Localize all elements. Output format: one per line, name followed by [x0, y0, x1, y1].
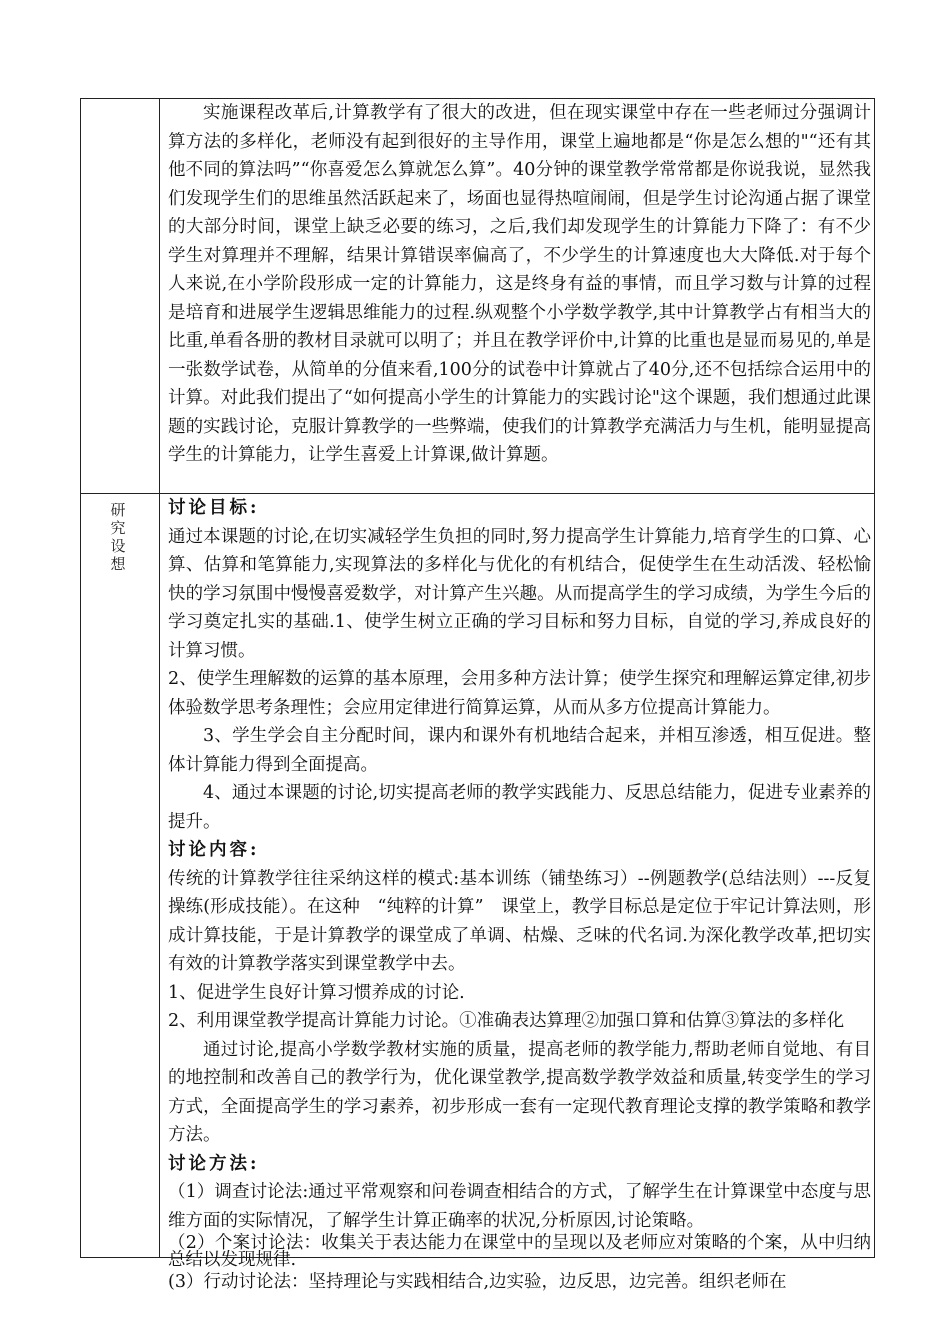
method-heading: 讨论方法:	[168, 1153, 260, 1174]
side-label-char: 研	[110, 501, 126, 519]
goal-paragraph: 4、通过本课题的讨论,切实提高老师的教学实践能力、反思总结能力，促进专业素养的提升。	[168, 783, 871, 832]
method-paragraph: （2）个案讨论法：收集关于表达能力在课堂中的呈现以及老师应对策略的个案，从中归纳总结以发现规律.	[168, 1233, 871, 1270]
side-label-char: 究	[110, 519, 126, 537]
method-paragraph: (3）行动讨论法：坚持理论与实践相结合,边实验，边反思，边完善。组织老师在	[168, 1272, 787, 1292]
side-label-research-plan	[108, 501, 128, 573]
background-cell	[168, 99, 871, 470]
goal-paragraph: 3、学生学会自主分配时间，课内和课外有机地结合起来，并相互渗透，相互促进。整体计算能力得到全面提高。	[168, 726, 871, 775]
content-paragraph: 通过讨论,提高小学数学教材实施的质量，提高老师的教学能力,帮助老师自觉地、有目的地控制和改善自己的教学行为，优化课堂教学,提高数学教学效益和质量,转变学生的学习方式，全面提高学生的学习素养，初步形成一套有一定现代教育理论支撑的教学策略和教学方法。	[168, 1039, 871, 1145]
goal-paragraph: 2、使学生理解数的运算的基本原理，会用多种方法计算；使学生探究和理解运算定律,初步体验数学思考条理性；会应用定律进行简算运算，从而从多方位提高计算能力。	[168, 669, 871, 718]
goal-heading: 讨论目标:	[168, 498, 260, 518]
content-paragraph: 1、促进学生良好计算习惯养成的讨论.	[168, 982, 465, 1003]
content-table	[80, 98, 875, 1292]
content-paragraph: 2、利用课堂教学提高计算能力讨论。①准确表达算理②加强口算和估算③算法的多样化	[168, 1011, 845, 1031]
goal-paragraph: 通过本课题的讨论,在切实减轻学生负担的同时,努力提高学生计算能力,培育学生的口算、心算、估算和笔算能力,实现算法的多样化与优化的有机结合，促使学生在生动活泼、轻松愉快的学习氛围中慢慢喜爱数学，对计算产生兴趣。从而提高学生的学习成绩，为学生今后的学习奠定扎实的基础.1、使学生树立正确的学习目标和努力目标，自觉的学习,养成良好的计算习惯。	[168, 526, 871, 661]
side-label-char: 想	[110, 555, 126, 573]
background-paragraph: 实施课程改革后,计算教学有了很大的改进，但在现实课堂中存在一些老师过分强调计算方法的多样化，老师没有起到很好的主导作用，课堂上遍地都是“你是怎么想的"“还有其他不同的算法吗”“你喜爱怎么算就怎么算”。40分钟的课堂教学常常都是你说我说，显然我们发现学生们的思维虽然活跃起来了，场面也显得热喧闹闹，但是学生讨论沟通占据了课堂的大部分时间，课堂上缺乏必要的练习，之后,我们却发现学生的计算能力下降了：有不少学生对算理并不理解，结果计算错误率偏高了，不少学生的计算速度也大大降低.对于每个人来说,在小学阶段形成一定的计算能力，这是终身有益的事情，而且学习数与计算的过程是培育和进展学生逻辑思维能力的过程.纵观整个小学数学教学,其中计算教学占有相当大的比重,单看各册的教材目录就可以明了；并且在教学评价中,计算的比重也是显而易见的,单是一张数学试卷，从简单的分值来看,100分的试卷中计算就占了40分,还不包括综合运用中的计算。对此我们提出了“如何提高小学生的计算能力的实践讨论"这个课题，我们想通过此课题的实践讨论，克服计算教学的一些弊端，使我们的计算教学充满活力与生机，能明显提高学生的计算能力，让学生喜爱上计算课,做计算题。	[168, 103, 871, 465]
research-plan-cell	[168, 494, 871, 1297]
content-paragraph: 传统的计算教学往往采纳这样的模式:基本训练（铺垫练习）--例题教学(总结法则）---反复操练(形成技能）。在这种 “纯粹的计算” 课堂上，教学目标总是定位于牢记计算法则，形成计算技能，于是计算教学的课堂成了单调、枯燥、乏味的代名词.为深化教学改革,把切实有效的计算教学落实到课堂教学中去。	[168, 868, 871, 974]
content-heading: 讨论内容:	[168, 840, 260, 860]
column-divider	[159, 99, 160, 1257]
method-paragraph: （1）调查讨论法:通过平常观察和问卷调查相结合的方式，了解学生在计算课堂中态度与思维方面的实际情况，了解学生计算正确率的状况,分析原因,讨论策略。	[168, 1182, 871, 1231]
side-label-char: 设	[110, 537, 126, 555]
